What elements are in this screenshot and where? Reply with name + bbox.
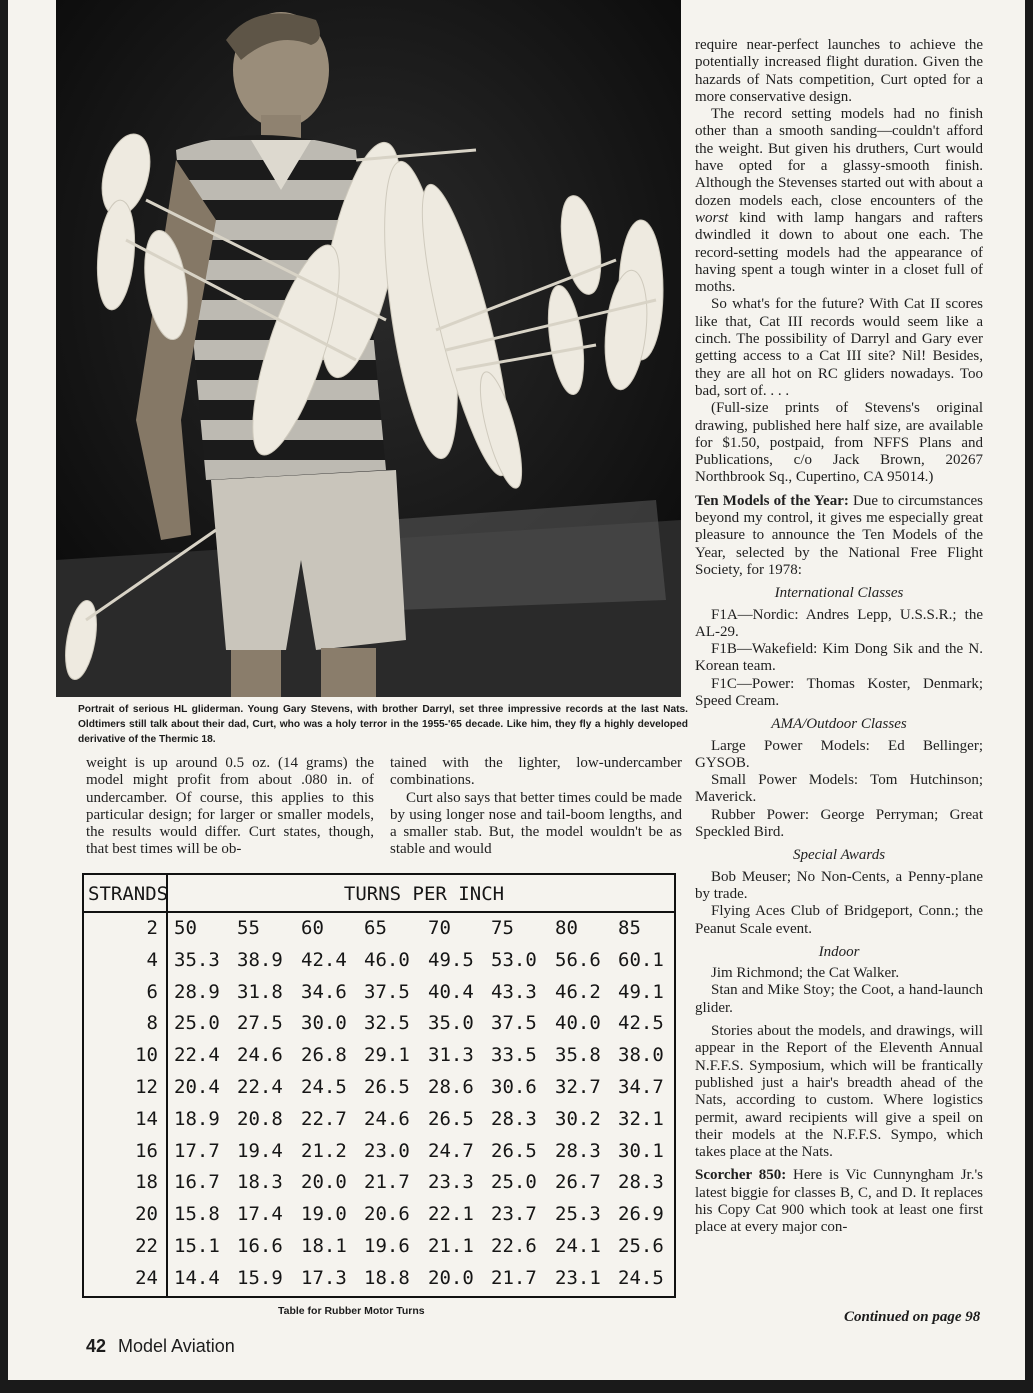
magazine-page [8, 0, 1025, 1380]
table-row [84, 1235, 674, 1267]
text-column-3 [695, 37, 983, 1237]
turns-cell: 26.7 [555, 1171, 601, 1194]
turns-cell: 28.9 [174, 980, 220, 1003]
strands-cell: 24 [135, 1266, 158, 1289]
turns-cell: 25.6 [618, 1235, 664, 1257]
turns-cell: 23.1 [555, 1266, 601, 1289]
award-entry: F1C—Power: Thomas Koster, Denmark; Speed Cream. [695, 675, 983, 709]
turns-cell: 22.4 [237, 1076, 283, 1098]
strands-cell: 20 [135, 1203, 158, 1226]
turns-cell: 15.9 [237, 1266, 283, 1289]
turns-cell: 30.2 [555, 1107, 601, 1130]
continued-note: Continued on page 98 [844, 1309, 981, 1325]
strands-cell: 2 [146, 917, 158, 939]
turns-cell: 26.9 [618, 1203, 664, 1226]
paragraph: Ten Models of the Year: Due to circumstances beyond my control, it gives me especially great pleasure to announce the Ten Models of the Year, selected by the National Free Flight Society, for 1978: [695, 492, 983, 578]
turns-cell: 25.3 [555, 1203, 601, 1226]
paragraph: Scorcher 850: Here is Vic Cunnyngham Jr.'s latest biggie for classes B, C, and D. It replaces his Copy Cat 900 which took at least one first place at every major con- [695, 1167, 983, 1236]
award-entry: Jim Richmond; the Cat Walker. [711, 965, 900, 982]
section-heading: AMA/Outdoor Classes [771, 716, 907, 733]
turns-cell: 22.7 [301, 1107, 347, 1130]
turns-cell: 19.0 [301, 1203, 347, 1226]
award-entry: Rubber Power: George Perryman; Great Speckled Bird. [695, 806, 983, 841]
header-turns-per-inch: TURNS PER INCH [343, 883, 505, 905]
turns-cell: 28.3 [491, 1107, 537, 1130]
turns-cell: 24.1 [555, 1235, 601, 1257]
strands-cell: 10 [135, 1044, 158, 1067]
paragraph: Curt also says that better times could be made by using longer nose and tail-boom lengths, and a smaller stab. But, the model wouldn't be as stable and would [390, 789, 682, 858]
section-heading: Indoor [818, 943, 860, 960]
table-row [84, 981, 674, 1013]
text-column-2 [390, 755, 682, 859]
turns-cell: 35.8 [555, 1044, 601, 1067]
turns-cell: 14.4 [174, 1266, 220, 1289]
strands-cell: 16 [135, 1139, 158, 1162]
turns-cell: 49.1 [618, 980, 664, 1003]
strands-cell: 18 [135, 1171, 158, 1194]
table-row [84, 949, 674, 981]
turns-cell: 80 [555, 917, 578, 939]
turns-cell: 26.5 [428, 1107, 474, 1130]
section-heading: International Classes [774, 585, 904, 602]
page-number: 42 [86, 1336, 107, 1356]
turns-cell: 29.1 [364, 1044, 410, 1067]
turns-cell: 25.0 [491, 1171, 537, 1194]
turns-cell: 18.3 [237, 1171, 283, 1194]
award-entry: F1B—Wakefield: Kim Dong Sik and the N. Korean team. [695, 641, 983, 675]
turns-cell: 42.5 [618, 1012, 664, 1035]
paragraph: weight is up around 0.5 oz. (14 grams) the model might profit from about .080 in. of undercamber. Of course, this applies to this particular design; for larger or smaller models, the results would differ. Curt states, though, that best times will be ob- [86, 755, 374, 858]
turns-cell: 15.1 [174, 1235, 220, 1257]
turns-cell: 23.0 [364, 1139, 410, 1162]
section-heading: Special Awards [792, 847, 886, 864]
turns-cell: 56.6 [555, 948, 601, 971]
turns-cell: 31.3 [428, 1044, 474, 1067]
turns-cell: 21.1 [428, 1235, 474, 1257]
award-entry: Stan and Mike Stoy; the Coot, a hand-launch glider. [695, 982, 983, 1016]
turns-cell: 40.0 [555, 1012, 601, 1035]
turns-cell: 17.7 [174, 1139, 220, 1162]
turns-cell: 32.7 [555, 1076, 601, 1098]
subhead: Scorcher 850: [695, 1167, 787, 1184]
turns-cell: 30.0 [301, 1012, 347, 1035]
glider-photo-illustration [56, 0, 681, 697]
turns-cell: 28.6 [428, 1076, 474, 1098]
turns-cell: 37.5 [491, 1012, 537, 1035]
turns-cell: 16.7 [174, 1171, 220, 1194]
turns-cell: 23.7 [491, 1203, 537, 1226]
table-caption: Table for Rubber Motor Turns [278, 1305, 425, 1317]
turns-cell: 20.0 [301, 1171, 347, 1194]
strands-cell: 6 [146, 980, 158, 1003]
turns-cell: 20.4 [174, 1076, 220, 1098]
strands-cell: 4 [146, 948, 158, 971]
turns-cell: 35.3 [174, 948, 220, 971]
paragraph: (Full-size prints of Stevens's original drawing, published here half size, are available for $1.50, postpaid, from NFFS Plans and Publications, c/o Jack Brown, 20267 Northbrook Sq., Cupertino, CA 95014.) [695, 400, 983, 486]
paragraph: tained with the lighter, low-undercamber combinations. [390, 755, 682, 789]
award-entry: Large Power Models: Ed Bellinger; GYSOB. [695, 737, 983, 771]
strands-cell: 14 [135, 1107, 158, 1130]
turns-cell: 26.5 [364, 1076, 410, 1098]
turns-cell: 22.4 [174, 1044, 220, 1067]
subhead: Ten Models of the Year: [695, 492, 849, 509]
turns-cell: 20.0 [428, 1266, 474, 1289]
turns-cell: 53.0 [491, 948, 537, 971]
turns-cell: 50 [174, 917, 197, 939]
turns-cell: 18.9 [174, 1107, 220, 1130]
photo [56, 0, 681, 697]
turns-cell: 30.1 [618, 1139, 664, 1162]
turns-cell: 75 [491, 917, 514, 939]
turns-cell: 15.8 [174, 1203, 220, 1226]
turns-cell: 18.8 [364, 1266, 410, 1289]
table-row [84, 1108, 674, 1140]
turns-cell: 21.7 [364, 1171, 410, 1194]
turns-cell: 60.1 [618, 948, 664, 971]
table-row [84, 1267, 674, 1299]
paragraph: require near-perfect launches to achieve the potentially increased flight duration. Given the hazards of Nats competition, Curt opted for a more conservative design. [695, 37, 983, 105]
turns-cell: 16.6 [237, 1235, 283, 1257]
turns-cell: 19.6 [364, 1235, 410, 1257]
turns-cell: 46.0 [364, 948, 410, 971]
rubber-motor-table [82, 873, 676, 1298]
turns-cell: 20.8 [237, 1107, 283, 1130]
strands-cell: 12 [135, 1076, 158, 1098]
turns-cell: 35.0 [428, 1012, 474, 1035]
table-row [84, 1140, 674, 1172]
award-entry: Small Power Models: Tom Hutchinson; Maverick. [695, 772, 983, 806]
turns-cell: 22.6 [491, 1235, 537, 1257]
turns-cell: 18.1 [301, 1235, 347, 1257]
page-footer [86, 1336, 235, 1357]
turns-cell: 43.3 [491, 980, 537, 1003]
turns-cell: 26.5 [491, 1139, 537, 1162]
table-row [84, 1044, 674, 1076]
turns-cell: 70 [428, 917, 451, 939]
turns-cell: 20.6 [364, 1203, 410, 1226]
paragraph: The record setting models had no finish other than a smooth sanding—couldn't afford the weight. But given his druthers, Curt would have opted for a glassy-smooth finish. Although the Stevenses started out with about a dozen models each, close encounters of the worst kind with lamp hangars and rafters dwindled it down to about one each. The record-setting models had the appearance of having spent a tough winter in a closet full of moths. [695, 106, 983, 296]
turns-cell: 17.3 [301, 1266, 347, 1289]
turns-cell: 32.5 [364, 1012, 410, 1035]
turns-cell: 49.5 [428, 948, 474, 971]
table-row [84, 1203, 674, 1235]
strands-cell: 22 [135, 1235, 158, 1257]
turns-cell: 37.5 [364, 980, 410, 1003]
turns-cell: 40.4 [428, 980, 474, 1003]
turns-cell: 25.0 [174, 1012, 220, 1035]
turns-cell: 23.3 [428, 1171, 474, 1194]
turns-cell: 32.1 [618, 1107, 664, 1130]
turns-cell: 19.4 [237, 1139, 283, 1162]
text-column-1 [86, 755, 374, 859]
turns-cell: 22.1 [428, 1203, 474, 1226]
photo-caption: Portrait of serious HL gliderman. Young Gary Stevens, with brother Darryl, set three impressive records at the last Nats. Oldtimers still talk about their dad, Curt, who was a holy terror in the 1955-'65 decade. Like him, they fly a highly developed derivative of the Thermic 18. [78, 704, 688, 745]
turns-cell: 27.5 [237, 1012, 283, 1035]
turns-cell: 55 [237, 917, 260, 939]
turns-cell: 42.4 [301, 948, 347, 971]
turns-cell: 38.0 [618, 1044, 664, 1067]
paragraph: Stories about the models, and drawings, will appear in the Report of the Eleventh Annual N.F.F.S. Symposium, which will be frantically published just a hair's breadth ahead of the Nats, according to custom. Where logistics permit, award recipients will give a speil on their models at the N.F.F.S. Sympo, which takes place at the Nats. [695, 1023, 983, 1161]
turns-cell: 17.4 [237, 1203, 283, 1226]
turns-cell: 24.7 [428, 1139, 474, 1162]
turns-cell: 28.3 [618, 1171, 664, 1194]
turns-cell: 46.2 [555, 980, 601, 1003]
strands-cell: 8 [146, 1012, 158, 1035]
turns-cell: 26.8 [301, 1044, 347, 1067]
turns-cell: 38.9 [237, 948, 283, 971]
header-strands: STRANDS [88, 883, 169, 905]
turns-cell: 24.6 [364, 1107, 410, 1130]
turns-cell: 31.8 [237, 980, 283, 1003]
turns-cell: 60 [301, 917, 324, 939]
turns-cell: 24.5 [618, 1266, 664, 1289]
turns-cell: 34.6 [301, 980, 347, 1003]
award-entry: Flying Aces Club of Bridgeport, Conn.; the Peanut Scale event. [695, 903, 983, 937]
table-row [84, 1076, 674, 1108]
magazine-name: Model Aviation [118, 1336, 235, 1356]
turns-cell: 33.5 [491, 1044, 537, 1067]
table-row [84, 1171, 674, 1203]
award-entry: F1A—Nordic: Andres Lepp, U.S.S.R.; the AL-29. [695, 606, 983, 640]
paragraph: So what's for the future? With Cat II scores like that, Cat III records would seem like a cinch. The possibility of Darryl and Gary ever getting access to a Cat III site? Nil! Besides, they are all hot on RC gliders nowadays. Too bad, sort of. . . . [695, 296, 983, 399]
turns-cell: 24.6 [237, 1044, 283, 1067]
award-entry: Bob Meuser; No Non-Cents, a Penny-plane by trade. [695, 868, 983, 902]
turns-cell: 85 [618, 917, 641, 939]
turns-cell: 28.3 [555, 1139, 601, 1162]
turns-cell: 24.5 [301, 1076, 347, 1098]
table-row [84, 917, 674, 949]
turns-cell: 34.7 [618, 1076, 664, 1098]
turns-cell: 21.7 [491, 1266, 537, 1289]
table-row [84, 1012, 674, 1044]
turns-cell: 30.6 [491, 1076, 537, 1098]
turns-cell: 21.2 [301, 1139, 347, 1162]
turns-cell: 65 [364, 917, 387, 939]
